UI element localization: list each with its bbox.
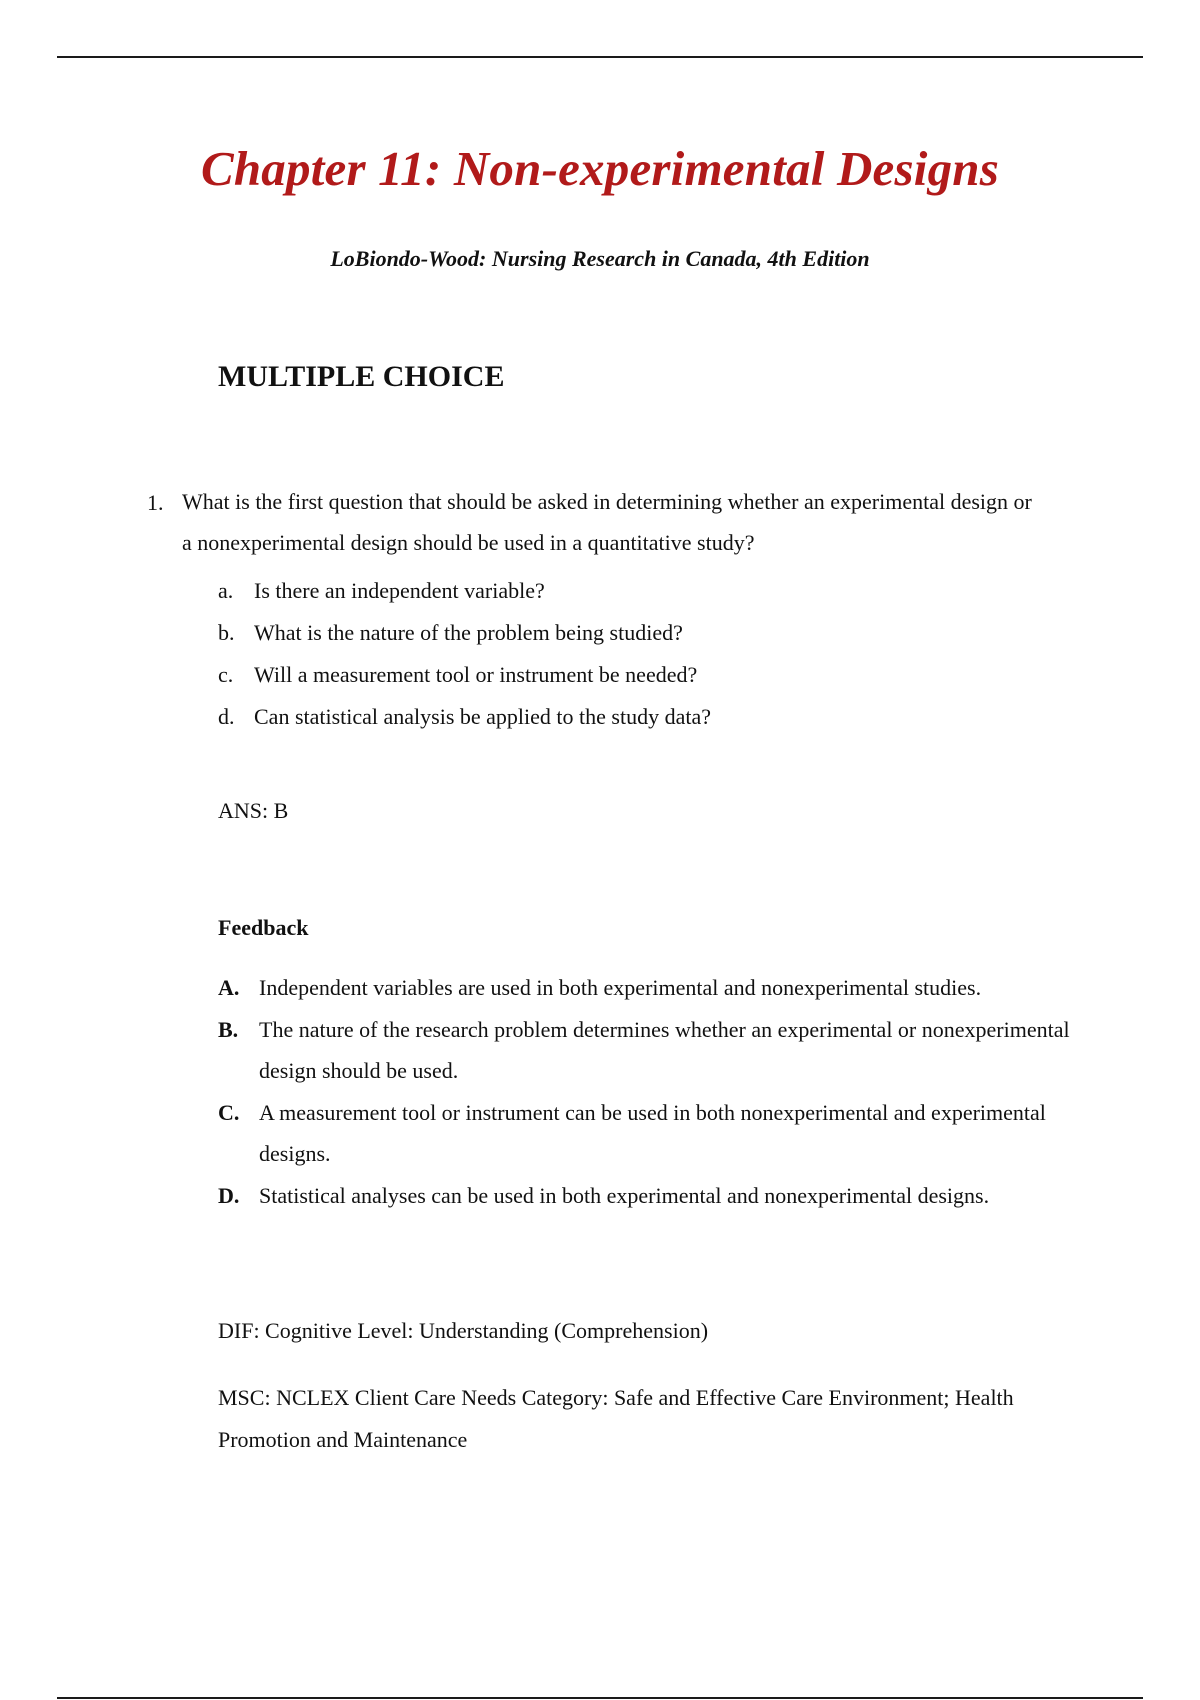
question-number: 1. bbox=[147, 490, 164, 515]
answer-options bbox=[218, 570, 711, 738]
option-text: What is the nature of the problem being studied? bbox=[254, 620, 683, 645]
feedback-letter: D. bbox=[218, 1182, 240, 1208]
feedback-letter: B. bbox=[218, 1016, 239, 1042]
option-text: Will a measurement tool or instrument be needed? bbox=[254, 662, 698, 687]
feedback-item-d bbox=[218, 1175, 1078, 1217]
option-letter: a. bbox=[218, 578, 234, 603]
bottom-rule bbox=[57, 1697, 1143, 1699]
answer-key: ANS: B bbox=[218, 798, 289, 823]
option-a bbox=[218, 570, 711, 612]
option-letter: d. bbox=[218, 704, 235, 729]
feedback-letter: A. bbox=[218, 975, 240, 1000]
feedback-text: Independent variables are used in both experimental and nonexperimental studies. bbox=[259, 975, 982, 1000]
question-stem: What is the first question that should be asked in determining whether an experimental design or a nonexperimental design should be used in a quantitative study? bbox=[182, 489, 1032, 555]
option-text: Is there an independent variable? bbox=[254, 578, 545, 603]
option-text: Can statistical analysis be applied to the study data? bbox=[254, 704, 711, 729]
feedback-item-c bbox=[218, 1092, 1078, 1175]
difficulty-level: DIF: Cognitive Level: Understanding (Comprehension) bbox=[218, 1318, 709, 1343]
chapter-title: Chapter 11: Non-experimental Designs bbox=[200, 141, 1000, 196]
option-letter: b. bbox=[218, 620, 235, 645]
feedback-text: Statistical analyses can be used in both experimental and nonexperimental designs. bbox=[259, 1182, 990, 1208]
section-heading: MULTIPLE CHOICE bbox=[218, 360, 505, 393]
option-letter: c. bbox=[218, 662, 234, 687]
feedback-item-b bbox=[218, 1009, 1078, 1092]
top-rule bbox=[57, 56, 1143, 58]
feedback-item-a bbox=[218, 967, 1078, 1009]
feedback-heading: Feedback bbox=[218, 915, 309, 940]
book-subtitle: LoBiondo-Wood: Nursing Research in Canada, 4th Edition bbox=[330, 246, 870, 271]
option-c bbox=[218, 654, 711, 696]
option-b bbox=[218, 612, 711, 654]
feedback-text: The nature of the research problem determines whether an experimental or nonexperimental design should be used. bbox=[259, 1016, 1070, 1083]
feedback-letter: C. bbox=[218, 1099, 240, 1125]
feedback-list bbox=[218, 967, 1078, 1216]
option-d bbox=[218, 696, 711, 738]
nclex-category: MSC: NCLEX Client Care Needs Category: Safe and Effective Care Environment; Health Promotion and Maintenance bbox=[218, 1385, 1014, 1452]
feedback-text: A measurement tool or instrument can be used in both nonexperimental and experimental designs. bbox=[259, 1099, 1046, 1166]
